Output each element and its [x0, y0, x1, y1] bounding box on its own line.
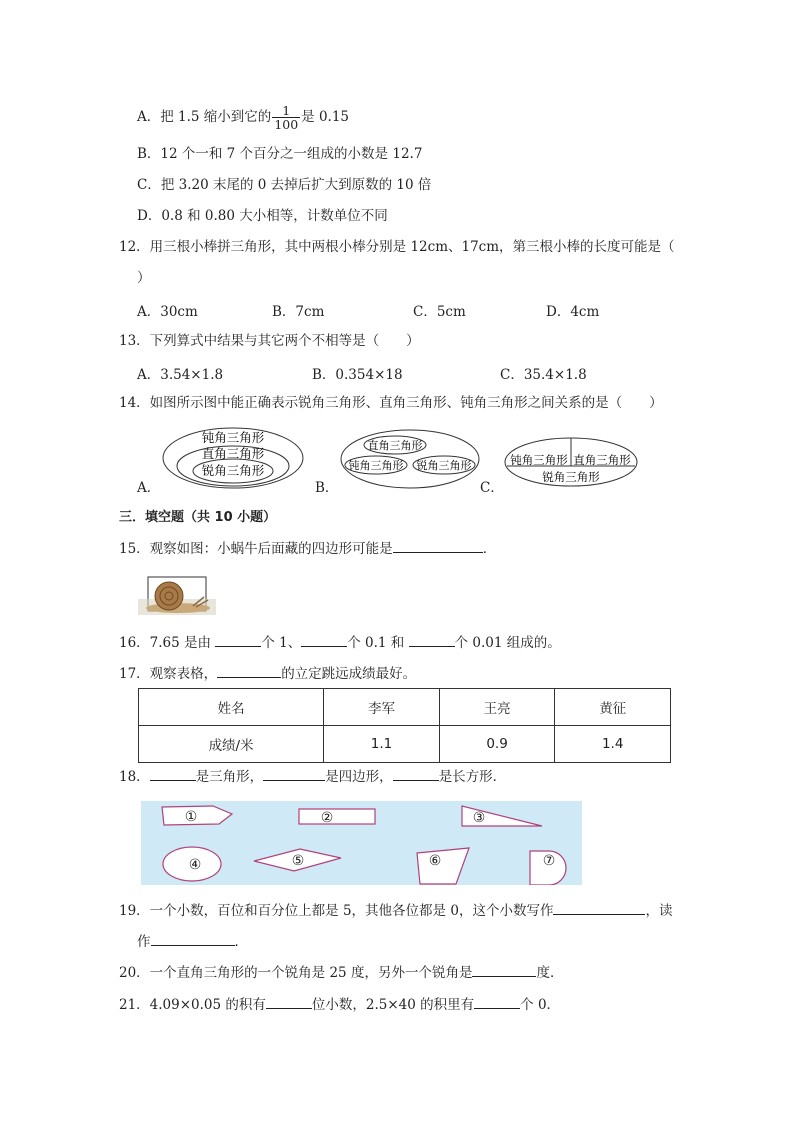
- q12-close-paren: ）: [137, 270, 151, 286]
- q19-part1: 19．一个小数，百位和百分位上都是 5，其他各位都是 0，这个小数写作: [119, 903, 554, 919]
- answer-blank[interactable]: [217, 664, 281, 678]
- q18-part3: 是四边形，: [325, 769, 393, 785]
- table-header-cell: 姓名: [139, 689, 324, 726]
- shape-6-quadrilateral: [417, 848, 469, 884]
- section-heading: 三．填空题（共 10 小题）: [119, 510, 277, 525]
- q12-option-a: A．30cm: [137, 304, 198, 320]
- q21-part1: 21．4.09×0.05 的积有: [119, 997, 266, 1013]
- q15-end: ．: [482, 541, 497, 557]
- q16-question: [119, 633, 561, 652]
- venn-diagram-b: [338, 427, 482, 491]
- q16-part2: 个 1、: [261, 635, 302, 651]
- diagram-c-right-label: 直角三角形: [573, 453, 631, 467]
- shape-2-rectangle: [299, 809, 375, 824]
- diagram-b-obtuse-label: 钝角三角形: [348, 459, 404, 472]
- shape-6-label: ⑥: [428, 853, 442, 869]
- table-cell: 1.1: [324, 726, 440, 763]
- q11-option-b: B．12 个一和 7 个百分之一组成的小数是 12.7: [137, 146, 423, 162]
- diagram-a-acute-label: 锐角三角形: [201, 463, 265, 478]
- q21-part2: 位小数，2.5×40 的积里有: [311, 997, 475, 1013]
- fraction-denominator: 100: [274, 117, 299, 132]
- shape-3-label: ③: [472, 810, 486, 826]
- answer-blank[interactable]: [393, 539, 483, 553]
- shape-7-label: ⑦: [542, 853, 556, 869]
- q14-label-c: C．: [480, 480, 504, 496]
- q20-part1: 20．一个直角三角形的一个锐角是 25 度，另外一个锐角是: [119, 965, 473, 981]
- shapes-panel: [141, 801, 582, 885]
- answer-blank[interactable]: [472, 963, 536, 977]
- q18-part1: 18．: [119, 769, 150, 785]
- table-header-cell: 王亮: [439, 689, 555, 726]
- q15-text: 15．观察如图：小蜗牛后面藏的四边形可能是: [119, 541, 393, 557]
- table-header-row: [139, 689, 671, 726]
- q12-question: 12．用三根小棒拼三角形，其中两根小棒分别是 12cm、17cm，第三根小棒的长度可能是（: [119, 239, 675, 255]
- q19-question: [119, 901, 672, 920]
- q21-part3: 个 0．: [520, 997, 561, 1013]
- table-cell: 1.4: [555, 726, 671, 763]
- q19-part4: ．: [234, 934, 248, 950]
- q11-option-a-prefix: A．把 1.5 缩小到它的: [137, 109, 272, 125]
- answer-blank[interactable]: [474, 995, 520, 1009]
- diagram-b-right-label: 直角三角形: [367, 439, 423, 452]
- q12-option-c: C．5cm: [413, 304, 466, 320]
- shape-4-label: ④: [188, 857, 202, 873]
- answer-blank[interactable]: [263, 767, 325, 781]
- table-header-cell: 李军: [324, 689, 440, 726]
- q11-option-d: D．0.8 和 0.80 大小相等，计数单位不同: [137, 208, 388, 224]
- diagram-b-acute-label: 锐角三角形: [416, 459, 472, 472]
- q16-part1: 16．7.65 是由: [119, 635, 212, 651]
- q13-question: 13．下列算式中结果与其它两个不相等是（ ）: [119, 333, 420, 349]
- q16-part4: 个 0.01 组成的。: [454, 635, 561, 651]
- q15-question: [119, 539, 496, 558]
- q19-question-cont: [137, 932, 248, 951]
- venn-diagram-a: [160, 424, 310, 492]
- table-cell: 成绩/米: [139, 726, 324, 763]
- q13-option-b: B．0.354×18: [312, 367, 403, 383]
- q16-part3: 个 0.1 和: [347, 635, 405, 651]
- venn-diagram-c: [502, 435, 642, 491]
- q13-option-c: C．35.4×1.8: [500, 367, 587, 383]
- answer-blank[interactable]: [553, 901, 645, 915]
- diagram-a-right-label: 直角三角形: [201, 446, 265, 461]
- diagram-c-acute-label: 锐角三角形: [542, 470, 600, 484]
- q19-part2: ，读: [645, 903, 673, 919]
- diagram-c-obtuse-label: 钝角三角形: [510, 453, 568, 467]
- q17-part1: 17．观察表格，: [119, 666, 218, 682]
- q14-label-a: A．: [137, 480, 161, 496]
- q13-option-a: A．3.54×1.8: [137, 367, 224, 383]
- answer-blank[interactable]: [215, 633, 261, 647]
- fraction: [272, 104, 300, 131]
- table-cell: 0.9: [439, 726, 555, 763]
- answer-blank[interactable]: [150, 767, 196, 781]
- table-row: [139, 726, 671, 763]
- shapes-figure: [141, 801, 582, 885]
- q14-question: 14．如图所示图中能正确表示锐角三角形、直角三角形、钝角三角形之间关系的是（ ）: [119, 395, 663, 411]
- answer-blank[interactable]: [266, 995, 312, 1009]
- shape-2-label: ②: [320, 810, 334, 826]
- diagram-a-obtuse-label: 钝角三角形: [201, 430, 265, 445]
- snail-image: [138, 575, 216, 615]
- q18-part4: 是长方形．: [438, 769, 507, 785]
- answer-blank[interactable]: [151, 932, 235, 946]
- q20-question: [119, 963, 563, 982]
- q21-question: [119, 995, 560, 1014]
- q12-option-b: B．7cm: [272, 304, 325, 320]
- q12-option-d: D．4cm: [546, 304, 600, 320]
- score-table: [138, 688, 671, 763]
- q14-label-b: B．: [315, 480, 339, 496]
- answer-blank[interactable]: [393, 767, 439, 781]
- q18-part2: 是三角形，: [195, 769, 264, 785]
- q18-question: [119, 767, 506, 786]
- shape-1-label: ①: [184, 809, 198, 825]
- shape-5-label: ⑤: [291, 853, 305, 869]
- q11-option-a-suffix: 是 0.15: [301, 109, 350, 125]
- q11-option-c: C．把 3.20 末尾的 0 去掉后扩大到原数的 10 倍: [137, 177, 432, 193]
- answer-blank[interactable]: [301, 633, 347, 647]
- q11-option-a: [137, 104, 349, 131]
- table-header-cell: 黄征: [555, 689, 671, 726]
- answer-blank[interactable]: [409, 633, 455, 647]
- q17-question: [119, 664, 416, 683]
- q20-part2: 度．: [536, 965, 564, 981]
- q19-part3: 作: [137, 934, 151, 950]
- q17-part2: 的立定跳远成绩最好。: [281, 666, 417, 682]
- fraction-numerator: 1: [272, 104, 300, 118]
